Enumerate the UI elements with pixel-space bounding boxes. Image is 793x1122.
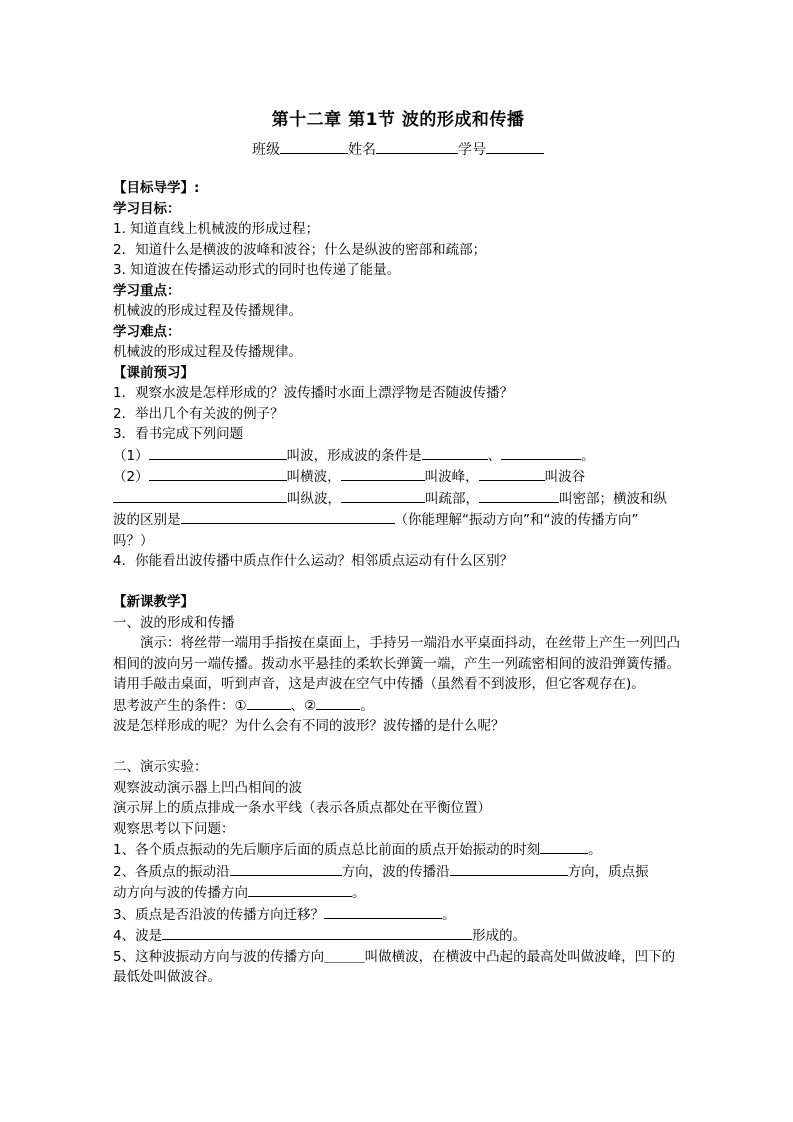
demo-paragraph: 演示：将丝带一端用手指按在桌面上，手持另一端沿水平桌面抖动，在丝带上产生一列凹凸相间的波向另一端传播。拨动水平悬挂的柔软长弹簧一端，产生一列疏密相间的波沿弹簧传播。请用手敲击桌面，听到声音，这是声波在空气中传播（虽然看不到波形，但它客观存在)。: [113, 635, 680, 692]
text: 叫波谷: [544, 469, 586, 485]
spacer: [113, 572, 683, 593]
class-blank[interactable]: [280, 139, 348, 154]
page-title: 第十二章 第1节 波的形成和传播: [271, 110, 525, 130]
text: 形成的。: [472, 928, 527, 944]
text: 、②: [290, 697, 317, 714]
text: 2、各质点的振动沿: [113, 863, 230, 880]
item-3: [113, 904, 683, 926]
answer-blank[interactable]: [422, 445, 488, 460]
answer-blank[interactable]: [341, 488, 425, 503]
text: 叫波峰，: [424, 469, 479, 485]
text: （你能理解“振动方向”和“波的传播方向”: [394, 512, 639, 528]
student-info-line: [113, 139, 683, 159]
answer-blank[interactable]: [113, 488, 287, 503]
text: 叫波，形成波的条件是: [286, 447, 422, 464]
answer-blank[interactable]: [450, 861, 568, 876]
objective-3: 3. 知道波在传播运动形式的同时也传递了能量。: [113, 262, 401, 278]
text: 动方向与波的传播方向: [113, 885, 248, 901]
text: 。: [360, 697, 374, 714]
answer-blank[interactable]: [479, 466, 545, 481]
id-blank[interactable]: [486, 139, 544, 154]
name-blank[interactable]: [376, 139, 458, 154]
answer-blank[interactable]: [181, 509, 395, 524]
answer-blank[interactable]: [149, 445, 287, 460]
text: 3、质点是否沿波的传播方向迁移？: [113, 906, 325, 923]
preview-q3-line1: [113, 445, 683, 467]
preview-q3-line4: [113, 509, 683, 531]
text: 波的区别是: [113, 512, 181, 528]
section-1-title: 一、波的形成和传播: [113, 614, 235, 631]
text: 叫横波，: [286, 469, 341, 485]
answer-blank[interactable]: [341, 466, 425, 481]
answer-blank[interactable]: [501, 445, 581, 460]
answer-blank[interactable]: [316, 695, 360, 710]
objective-1: 1. 知道直线上机械波的形成过程；: [113, 221, 320, 237]
text: 。: [442, 906, 456, 923]
class-label: 班级: [252, 142, 280, 158]
difficulty-text: 机械波的形成过程及传播规律。: [113, 344, 302, 360]
item-2: [113, 861, 683, 883]
preview-q4: 4．你能看出波传播中质点作什么运动？相邻质点运动有什么区别？: [113, 553, 514, 569]
text: 思考波产生的条件：①: [113, 697, 247, 714]
preview-q1: 1．观察水波是怎样形成的？波传播时水面上漂浮物是否随波传播？: [113, 385, 514, 401]
objectives-title: 学习目标：: [113, 200, 181, 217]
preview-q2: 2．举出几个有关波的例子？: [113, 405, 284, 422]
preview-q3-line3: [113, 488, 683, 510]
text: 叫密部；横波和纵: [559, 490, 667, 507]
answer-blank[interactable]: [162, 925, 472, 940]
think-line: [113, 695, 683, 717]
answer-blank[interactable]: [149, 466, 287, 481]
text: 方向，质点振: [567, 863, 649, 880]
spacer: [113, 737, 683, 758]
goals-header: 【目标导学】:: [113, 180, 200, 196]
question-line: 波是怎样形成的呢？为什么会有不同的波形？波传播的是什么呢？: [113, 718, 505, 734]
answer-blank[interactable]: [540, 839, 588, 854]
answer-blank[interactable]: [248, 882, 352, 897]
difficulty-title: 学习难点：: [113, 323, 181, 340]
observe-2: 演示屏上的质点排成一条水平线（表示各质点都处在平衡位置）: [113, 800, 491, 816]
preview-header: 【课前预习】: [113, 364, 194, 381]
text: 1、各个质点振动的先后顺序后面的质点总比前面的质点开始振动的时刻: [113, 842, 541, 858]
text: 。: [581, 447, 595, 464]
preview-q3: 3．看书完成下列问题: [113, 426, 244, 442]
lesson-header: 【新课教学】: [113, 594, 194, 610]
text: 4、波是: [113, 928, 163, 944]
objective-2: 2．知道什么是横波的波峰和波谷；什么是纵波的密部和疏部；: [113, 241, 487, 258]
answer-blank[interactable]: [230, 861, 342, 876]
text: （1）: [113, 447, 149, 464]
text: 叫疏部，: [425, 490, 479, 507]
item-4: [113, 925, 683, 947]
answer-blank[interactable]: [247, 695, 291, 710]
item-1: [113, 839, 683, 861]
text: （2）: [113, 469, 149, 485]
text: 。: [352, 885, 366, 901]
key-text: 机械波的形成过程及传播规律。: [113, 303, 302, 319]
name-label: 姓名: [348, 142, 376, 158]
text: 。: [588, 842, 602, 858]
item-2-cont: [113, 882, 683, 904]
item-5: 5、这种波振动方向与波的传播方向＿＿＿叫做横波，在横波中凸起的最高处叫做波峰，凹下的最低处叫做波谷。: [113, 948, 676, 985]
section-2-title: 二、演示实验：: [113, 759, 208, 775]
key-title: 学习重点：: [113, 282, 181, 299]
answer-blank[interactable]: [479, 488, 559, 503]
observe-3: 观察思考以下问题：: [113, 820, 235, 837]
document-body: [113, 178, 683, 988]
text: 方向，波的传播沿: [341, 863, 450, 880]
id-label: 学号: [458, 142, 486, 158]
text: 叫纵波，: [287, 490, 341, 507]
text: 、: [487, 447, 502, 464]
preview-q3-line5: 吗？）: [113, 532, 154, 549]
observe-1: 观察波动演示器上凹凸相间的波: [113, 779, 302, 796]
answer-blank[interactable]: [324, 904, 442, 919]
preview-q3-line2: [113, 466, 683, 488]
